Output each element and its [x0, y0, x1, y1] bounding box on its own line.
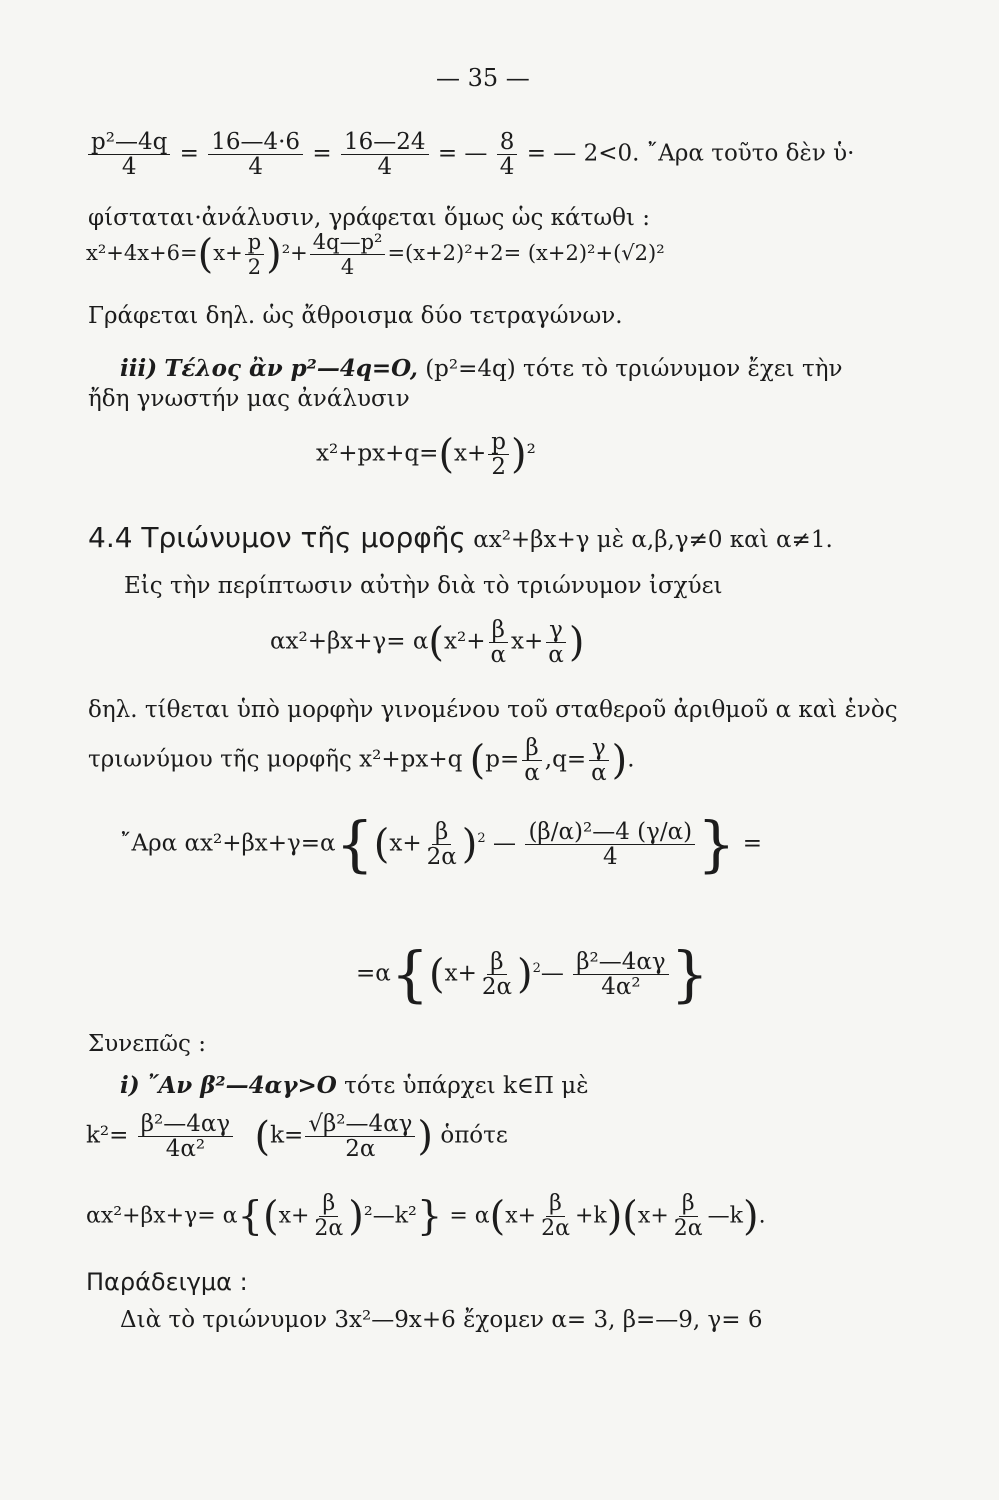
- eq3-c: x+: [511, 628, 544, 655]
- eq6-den: 4α²: [165, 1136, 206, 1162]
- equation-completing-square: ῎Αρα αx²+βx+γ=α{(x+ $\frac{\beta}{2\alpha}$ )$^2$ — $\frac{\text{(β/α)²—4 (γ/α)}}{4}$ } =: [120, 809, 763, 880]
- eq1-c: ²+: [281, 241, 308, 265]
- eq7-d: = α: [449, 1203, 490, 1229]
- p7-a: τριωνύμου τῆς μορφῆς x²+px+q: [88, 746, 463, 773]
- text-line-2: φίσταται·ἀνάλυσιν, γράφεται ὅμως ὡς κάτωθι :: [88, 205, 650, 231]
- eq7-b: x+: [278, 1203, 310, 1229]
- eq7-a: αx²+βx+γ= α: [86, 1203, 238, 1229]
- text-line-3: Γράφεται δηλ. ὡς ἄθροισμα δύο τετραγώνων.: [88, 303, 623, 329]
- eq3-a: αx²+βx+γ= α: [270, 628, 429, 655]
- case-iii-label: iii): [120, 355, 158, 382]
- f1-den: 4: [121, 154, 137, 180]
- equation-discriminant-form: =α{(x+ $\frac{\beta}{2\alpha}$ )$^2$— $\frac{\text{β²—4αγ}}{\text{4α²}}$ }: [356, 939, 709, 1010]
- eq1-two: 2: [247, 255, 262, 279]
- f4-num: 8: [497, 130, 518, 155]
- eq1-a: x²+4x+6=: [86, 241, 198, 265]
- eq7-h: —k: [707, 1203, 743, 1229]
- eq3-gn: γ: [546, 618, 566, 643]
- case-iii-line: [120, 355, 843, 383]
- eq6-rn: √β²—4αγ: [305, 1112, 415, 1137]
- equation-perfect-square: x²+px+q=(x+ $\frac{p}{2}$ )²: [316, 429, 536, 480]
- equation-k-squared: k²= $\frac{\text{β²—4αγ}}{\text{4α²}}$ (k= $\frac{\text{√β²—4αγ}}{2\alpha}$ ) ὁπότε: [86, 1111, 508, 1162]
- eq6-rd: 2α: [345, 1136, 376, 1162]
- p7-bn: β: [522, 736, 541, 761]
- eq5-den: 4α²: [601, 974, 641, 1000]
- eq7-f: +k: [574, 1203, 607, 1229]
- eq5-bd: 2α: [481, 974, 513, 1000]
- eq7-bn: β: [319, 1192, 338, 1217]
- eq5-b: x+: [444, 960, 477, 987]
- p7-gd: α: [591, 760, 607, 786]
- eq7-bd: 2α: [314, 1216, 344, 1241]
- eq7-bd2: 2α: [541, 1216, 570, 1241]
- p7-e: .: [627, 746, 635, 773]
- f4-den: 4: [499, 154, 515, 180]
- text-line-8: Συνεπῶς :: [88, 1031, 206, 1057]
- eq1-b: x+: [213, 241, 243, 265]
- equation-sum-of-squares: x²+4x+6=(x+ $\frac{p}{2}$ )²+ $\frac{\text{4q—p²}}{4}$ =(x+2)²+2= (x+2)²+(√2)²: [86, 230, 665, 279]
- ratio-tail: = — 2<0. ῎Αρα τοῦτο δὲν ὑ·: [526, 140, 855, 167]
- eq2-a: x²+px+q=: [316, 440, 439, 467]
- eq4-b: x+: [389, 830, 422, 857]
- eq1-n: 4q—p²: [310, 230, 386, 255]
- eq4-num: (β/α)²—4 (γ/α): [525, 820, 695, 845]
- eq7-e: x+: [505, 1203, 537, 1229]
- f2-num: 16—4·6: [208, 130, 303, 155]
- eq5-a: =α: [356, 960, 391, 987]
- case-i-rest: τότε ὑπάρχει k∈Π μὲ: [344, 1073, 589, 1099]
- case-i-condition: ῎Αν β²—4αγ>O: [146, 1072, 337, 1099]
- case-iii-condition: Τέλος ἂν p²—4q=O,: [164, 355, 418, 382]
- eq2-p: p: [488, 430, 509, 455]
- text-line-7: τριωνύμου τῆς μορφῆς x²+px+q (p= $\frac{\beta}{\alpha}$ ,q= $\frac{\gamma}{\alpha}$ ).: [88, 735, 635, 786]
- f1-num: p²—4q: [88, 130, 170, 155]
- section-heading: [88, 521, 833, 554]
- section-title: 4.4 Τριώνυμον τῆς μορφῆς: [88, 521, 466, 554]
- eq6-num: β²—4αγ: [138, 1112, 233, 1137]
- eq5-bn: β: [487, 950, 506, 975]
- p7-c: ,q=: [544, 746, 587, 773]
- example-label: Παράδειγμα :: [86, 1268, 248, 1296]
- eq2-e: ²: [526, 440, 536, 467]
- eq4-den: 4: [602, 844, 618, 870]
- equation-factorization: αx²+βx+γ= α{(x+ $\frac{\beta}{2\alpha}$ )²—k²} = α(x+ $\frac{\beta}{2\alpha}$ +k)(x+ $\frac{\beta}{2\alpha}$ —k).: [86, 1191, 766, 1241]
- page-number: — 35 —: [436, 64, 530, 92]
- eq7-c: ²—k²: [363, 1203, 417, 1229]
- equation-factor-alpha: αx²+βx+γ= α(x²+ $\frac{\beta}{\alpha}$ x+ $\frac{\gamma}{\alpha}$ ): [270, 617, 585, 668]
- f3-den: 4: [377, 154, 393, 180]
- f3-num: 16—24: [341, 130, 429, 155]
- case-iii-rest: (p²=4q) τότε τὸ τριώνυμον ἔχει τὴν: [425, 356, 843, 382]
- eq1-p: p: [245, 230, 264, 255]
- eq7-bn2: β: [546, 1192, 565, 1217]
- case-i-label: i): [120, 1072, 140, 1099]
- eq4-bd: 2α: [426, 844, 457, 870]
- eq7-g: x+: [637, 1203, 669, 1229]
- case-i-line: [120, 1072, 589, 1100]
- eq7-bd3: 2α: [673, 1216, 703, 1241]
- text-line-4: ἤδη γνωστήν μας ἀνάλυσιν: [88, 386, 410, 412]
- eq2-b: x+: [454, 440, 487, 467]
- text-line-5: Εἰς τὴν περίπτωσιν αὐτὴν διὰ τὸ τριώνυμον ἰσχύει: [124, 573, 723, 599]
- eq1-d: 4: [340, 255, 355, 279]
- eq4-e: =: [742, 830, 763, 857]
- formula-p-q-ratio: $\frac{\text{p²—4q}}{4}$ = $\frac{16—4\cdot 6}{4}$ = $\frac{16—24}{4}$ = — $\frac{8}{4}$ = — 2<0. ῎Αρα τοῦτο δὲν ὑ·: [86, 130, 854, 190]
- eq2-d: 2: [491, 454, 506, 480]
- eq6-a: k²=: [86, 1122, 129, 1149]
- eq3-bn: β: [489, 618, 508, 643]
- eq7-bn3: β: [679, 1192, 698, 1217]
- eq6-c: ὁπότε: [440, 1122, 508, 1149]
- eq3-b: x²+: [444, 628, 486, 655]
- f2-den: 4: [248, 154, 263, 180]
- eq3-bd: α: [490, 642, 507, 668]
- p7-bd: α: [524, 760, 540, 786]
- eq1-e: =(x+2)²+2= (x+2)²+(√2)²: [387, 241, 665, 265]
- eq6-b: k=: [270, 1122, 304, 1149]
- eq7-end: .: [758, 1203, 766, 1229]
- example-text: Διὰ τὸ τριώνυμον 3x²—9x+6 ἔχομεν α= 3, β=—9, γ= 6: [120, 1307, 763, 1333]
- eq3-gd: α: [548, 642, 564, 668]
- p7-gn: γ: [589, 736, 609, 761]
- p7-b: p=: [485, 746, 520, 773]
- section-form: αx²+βx+γ μὲ α,β,γ≠0 καὶ α≠1.: [473, 527, 833, 553]
- eq4-bn: β: [432, 820, 451, 845]
- eq5-num: β²—4αγ: [573, 950, 668, 975]
- text-line-6: δηλ. τίθεται ὑπὸ μορφὴν γινομένου τοῦ σταθεροῦ ἀριθμοῦ α καὶ ἑνὸς: [88, 697, 898, 723]
- eq4-a: ῎Αρα αx²+βx+γ=α: [120, 830, 336, 857]
